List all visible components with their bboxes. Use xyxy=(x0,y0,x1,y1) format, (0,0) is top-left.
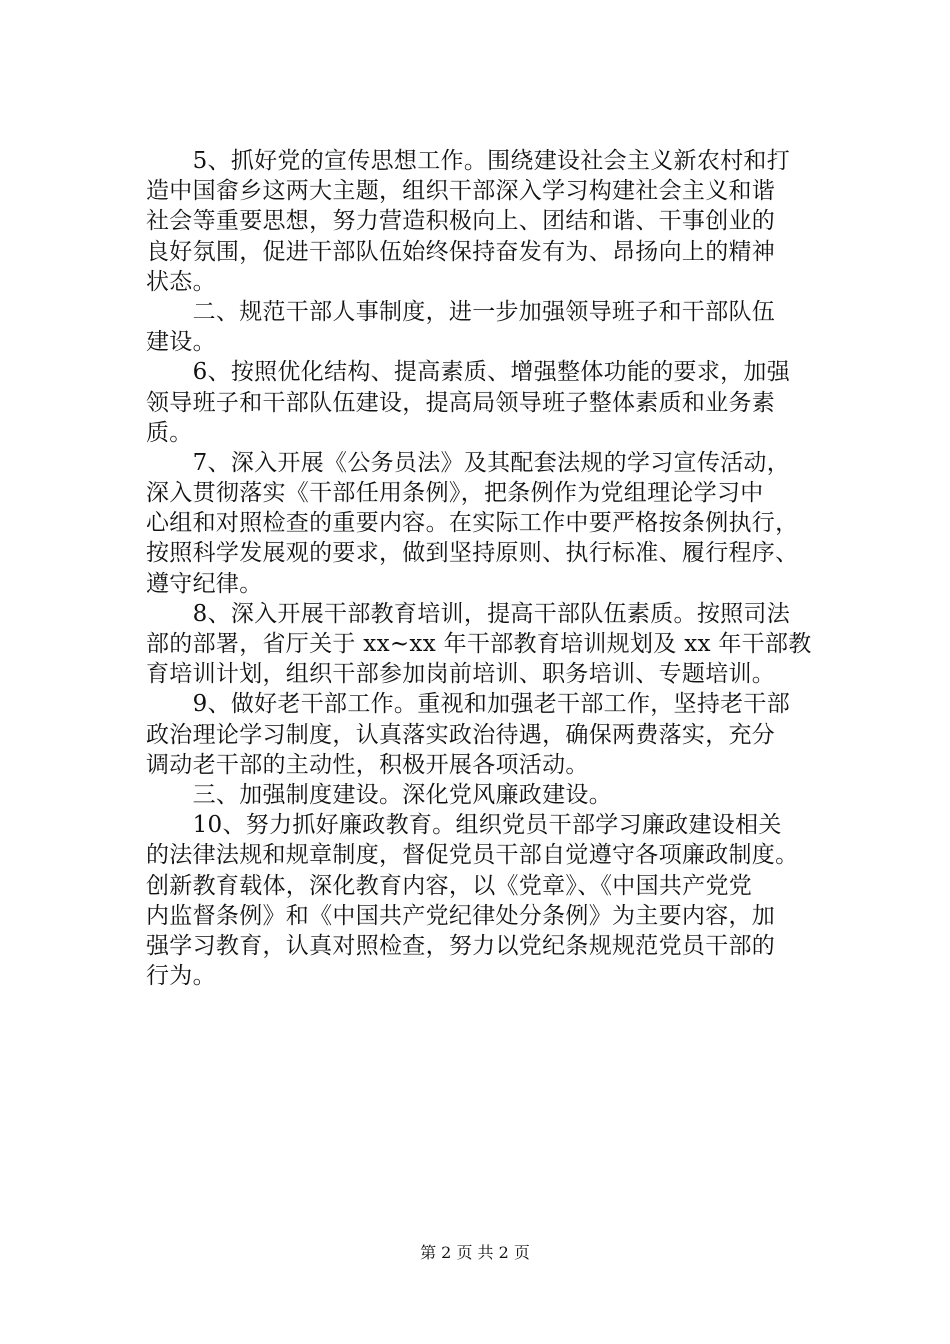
text-line: 10、努力抓好廉政教育。组织党员干部学习廉政建设相关 xyxy=(146,812,782,839)
text-line: 强学习教育，认真对照检查，努力以党纪条规规范党员干部的 xyxy=(146,932,776,959)
text-line: 社会等重要思想，努力营造积极向上、团结和谐、干事创业的 xyxy=(146,208,776,235)
section-heading: 二、规范干部人事制度，进一步加强领导班子和干部队伍 xyxy=(146,298,776,325)
section-heading: 三、加强制度建设。深化党风廉政建设。 xyxy=(146,781,612,808)
section-heading: 建设。 xyxy=(146,329,216,356)
text-line: 良好氛围，促进干部队伍始终保持奋发有为、昂扬向上的精神 xyxy=(146,238,776,265)
text-line: 质。 xyxy=(146,419,193,446)
text-line: 遵守纪律。 xyxy=(146,570,263,597)
text-line: 政治理论学习制度，认真落实政治待遇，确保两费落实，充分 xyxy=(146,721,776,748)
text-line: 造中国畲乡这两大主题，组织干部深入学习构建社会主义和谐 xyxy=(146,178,776,205)
text-line: 的法律法规和规章制度，督促党员干部自觉遵守各项廉政制度。 xyxy=(146,842,799,869)
text-line: 8、深入开展干部教育培训，提高干部队伍素质。按照司法 xyxy=(146,600,791,627)
text-line: 调动老干部的主动性，积极开展各项活动。 xyxy=(146,751,589,778)
text-line: 心组和对照检查的重要内容。在实际工作中要严格按条例执行， xyxy=(146,510,799,537)
text-line: 创新教育载体，深化教育内容，以《党章》、《中国共产党党 xyxy=(146,872,753,899)
page-number-footer: 第 2 页 共 2 页 xyxy=(420,1243,530,1262)
text-line: 行为。 xyxy=(146,963,216,990)
document-body xyxy=(146,146,836,991)
text-line: 6、按照优化结构、提高素质、增强整体功能的要求，加强 xyxy=(146,359,791,386)
text-line: 状态。 xyxy=(146,268,216,295)
text-line: 内监督条例》和《中国共产党纪律处分条例》为主要内容，加 xyxy=(146,902,776,929)
text-line: 部的部署，省厅关于 xx~xx 年干部教育培训规划及 xx 年干部教 xyxy=(146,631,812,657)
text-line: 领导班子和干部队伍建设，提高局领导班子整体素质和业务素 xyxy=(146,389,776,416)
text-line: 5、抓好党的宣传思想工作。围绕建设社会主义新农村和打 xyxy=(146,148,791,174)
text-line: 9、做好老干部工作。重视和加强老干部工作，坚持老干部 xyxy=(146,691,791,718)
text-line: 育培训计划，组织干部参加岗前培训、职务培训、专题培训。 xyxy=(146,661,776,688)
text-line: 按照科学发展观的要求，做到坚持原则、执行标准、履行程序、 xyxy=(146,540,799,567)
text-line: 7、深入开展《公务员法》及其配套法规的学习宣传活动， xyxy=(146,449,791,476)
text-line: 深入贯彻落实《干部任用条例》，把条例作为党组理论学习中 xyxy=(146,480,764,507)
